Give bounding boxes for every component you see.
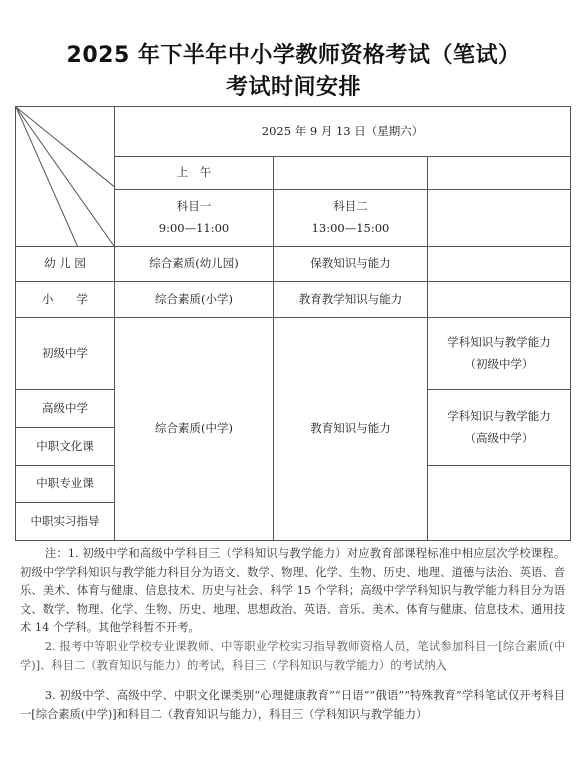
- vocational-subject3: [428, 466, 571, 541]
- row-label-vocational-culture: 中职文化课: [16, 428, 115, 466]
- table-corner-cell: [16, 107, 115, 247]
- exam-date-cell: 2025 年 9 月 13 日（星期六）: [115, 107, 571, 157]
- morning-header-cell: 上 午: [115, 157, 274, 190]
- primary-subject2: 教育教学知识与能力: [274, 282, 428, 318]
- subject1-name: 科目一: [176, 199, 212, 214]
- subject2-time: 13:00—15:00: [311, 221, 390, 235]
- row-label-kindergarten: 幼 儿 园: [16, 247, 115, 282]
- note-2: 2. 报考中等职业学校专业课教师、中等职业学校实习指导教师资格人员，笔试参加科目一[综合素质(中学)]、科目二（教育知识与能力）的考试，科目三（学科知识与教学能力）的考试纳入: [20, 639, 565, 672]
- header-blank-cell: [428, 157, 571, 190]
- subject1-time: 9:00—11:00: [158, 221, 230, 235]
- subject2-name: 科目二: [333, 199, 368, 214]
- afternoon-header-cell: [274, 157, 428, 190]
- note-3: 3. 初级中学、高级中学、中职文化课类别“心理健康教育”“日语”“俄语”“特殊教育”学科笔试仅开考科目一[综合素质(中学)]和科目二（教育知识与能力），科目三（学科知识与教学能力）: [20, 689, 565, 721]
- subject2-header-cell: [274, 190, 428, 247]
- page-subtitle: 考试时间安排: [225, 75, 361, 100]
- senior-subject3-line1: 学科知识与教学能力: [447, 408, 551, 423]
- subject3-header-cell: [428, 190, 571, 247]
- kindergarten-subject1: 综合素质(幼儿园): [115, 247, 274, 282]
- subject1-header-cell: [115, 190, 274, 247]
- row-label-vocational-practice: 中职实习指导: [16, 503, 115, 541]
- junior-subject3-line1: 学科知识与教学能力: [447, 334, 551, 349]
- junior-subject3: [428, 318, 571, 390]
- kindergarten-subject3: [428, 247, 571, 282]
- corner-diagonal-lines: [16, 107, 114, 246]
- row-label-junior: 初级中学: [16, 318, 115, 390]
- primary-subject1: 综合素质(小学): [115, 282, 274, 318]
- kindergarten-subject2: 保教知识与能力: [274, 247, 428, 282]
- notes-section: [20, 545, 565, 724]
- middle-subject1: 综合素质(中学): [115, 318, 274, 541]
- row-label-primary: 小 学: [16, 282, 115, 318]
- junior-subject3-line2: （初级中学）: [464, 356, 534, 371]
- middle-subject2: 教育知识与能力: [274, 318, 428, 541]
- senior-subject3-line2: （高级中学）: [464, 430, 534, 445]
- senior-subject3: [428, 390, 571, 466]
- row-label-senior: 高级中学: [16, 390, 115, 428]
- note-1: 注：1. 初级中学和高级中学科目三（学科知识与教学能力）对应教育部课程标准中相应层次学校课程。初级中学学科知识与教学能力科目分为语文、数学、物理、化学、生物、历史、地理、道德与法治、英语、音乐、美术、体育与健康、信息技术、历史与社会、科学 15 个学科；高级中学学科知识与教学能力科目分为语文、数学、物理、化学、生物、历史、地理、思想政治、英语、音乐、美术、体育与健康、信息技术、通用技术 14 个学科。其他学科暂不开考。: [20, 547, 565, 635]
- page-title: 2025 年下半年中小学教师资格考试（笔试）: [66, 43, 521, 68]
- exam-schedule-table: [15, 106, 571, 541]
- row-label-vocational-major: 中职专业课: [16, 466, 115, 503]
- primary-subject3: [428, 282, 571, 318]
